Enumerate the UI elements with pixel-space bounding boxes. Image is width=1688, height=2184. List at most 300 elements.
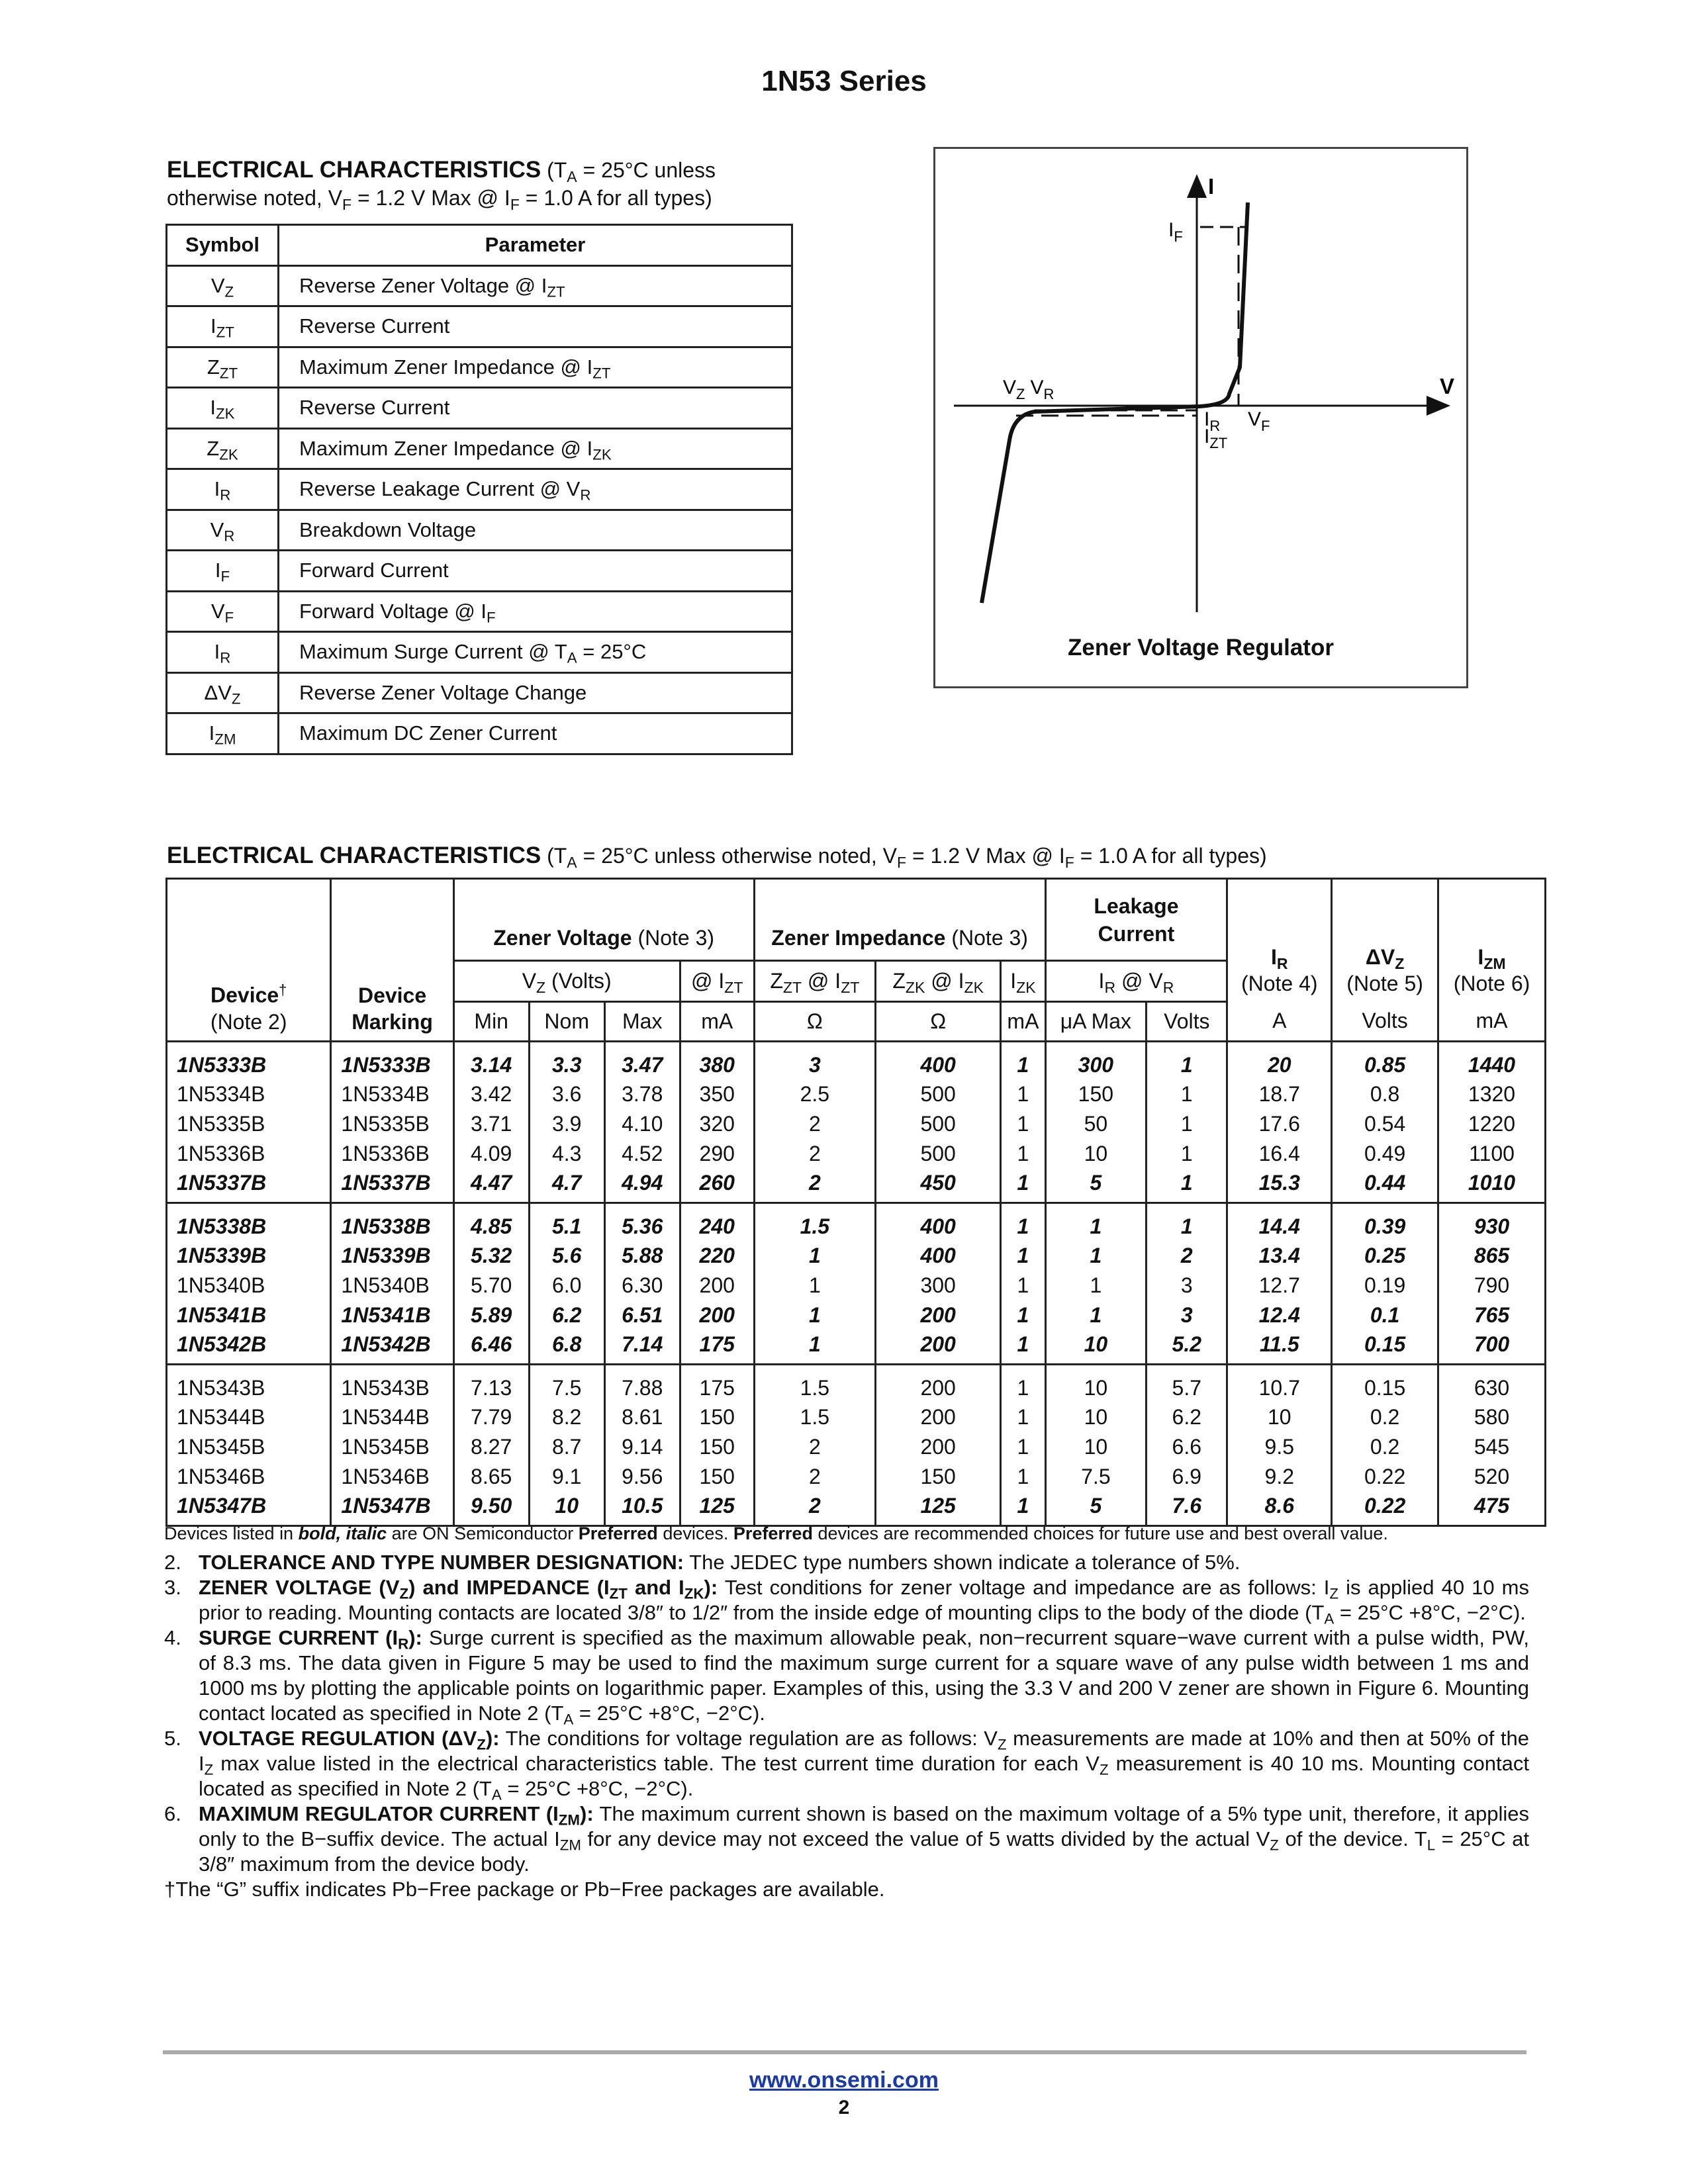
table-cell: 1 (1001, 1300, 1045, 1330)
figure-caption: Zener Voltage Regulator (1068, 635, 1334, 660)
table-cell: 10 (1227, 1403, 1332, 1433)
table-cell: 1 (754, 1330, 875, 1364)
table-cell: 1 (1001, 1168, 1045, 1203)
note-5: 5. VOLTAGE REGULATION $(\Delta V_Z)$: The conditions for voltage regulation are as follows: $V_Z$ measurements are made at 10% and then at 50% of the $I_Z$ max value listed in the electrical characteristics table. The test current time duration for each $V_Z$ measurement is 40 10 ms. Mounting contact located as specified in Note 2 ($T_A = 25^\circ C +8^\circ C$, −2°C). (164, 1727, 1530, 1803)
unit-ma-izm: mA (1438, 1002, 1546, 1042)
unit-volts-dvz: Volts (1332, 1002, 1438, 1042)
table-cell: 2 (754, 1109, 875, 1139)
axis-i-label: I (1208, 174, 1215, 199)
device-group (167, 1042, 1546, 1203)
table-cell: 1.5 (754, 1364, 875, 1402)
table-cell: 200 (875, 1432, 1000, 1462)
table-cell: 4.47 (453, 1168, 529, 1203)
table-cell: 8.27 (453, 1432, 529, 1462)
table-cell: 400 (875, 1242, 1000, 1271)
table-cell: 4.94 (604, 1168, 680, 1203)
table-cell: 10 (1045, 1139, 1147, 1169)
table-cell: 5.70 (453, 1271, 529, 1300)
table-cell: 3.42 (453, 1080, 529, 1110)
symbol-row (167, 347, 792, 388)
table-cell: 0.25 (1332, 1242, 1438, 1271)
unit-nom: Nom (529, 1002, 604, 1042)
table-cell: 0.22 (1332, 1491, 1438, 1525)
table-cell: 6.9 (1147, 1462, 1227, 1492)
symbol-table (165, 224, 793, 755)
table-cell: 1 (1147, 1139, 1227, 1169)
table-cell: 1 (1147, 1203, 1227, 1241)
table-cell: 18.7 (1227, 1080, 1332, 1110)
table-cell: 2.5 (754, 1080, 875, 1110)
table-cell: 1N5339B (167, 1242, 331, 1271)
symbol-cell: $V_R$ (167, 510, 279, 551)
table-cell: 4.85 (453, 1203, 529, 1241)
symbol-row (167, 428, 792, 469)
table-cell: 1440 (1438, 1042, 1546, 1080)
table-cell: 240 (680, 1203, 754, 1241)
table-cell: 3.47 (604, 1042, 680, 1080)
table-cell: 475 (1438, 1491, 1546, 1525)
table-cell: 8.65 (453, 1462, 529, 1492)
hdr-dvz: $\Delta V_Z$ (Note 5) (1332, 879, 1438, 1002)
table-cell: 1N5346B (167, 1462, 331, 1492)
table-row (167, 1462, 1546, 1492)
table-cell: 9.50 (453, 1491, 529, 1525)
table-cell: 10 (1045, 1364, 1147, 1402)
device-group (167, 1364, 1546, 1525)
symbol-cell: $Z_{ZK}$ (167, 428, 279, 469)
unit-a: A (1227, 1002, 1332, 1042)
table-cell: 2 (754, 1168, 875, 1203)
table-cell: 1N5340B (167, 1271, 331, 1300)
table-cell: 14.4 (1227, 1203, 1332, 1241)
symbol-row (167, 469, 792, 510)
table-cell: 7.5 (529, 1364, 604, 1402)
table-cell: 300 (1045, 1042, 1147, 1080)
unit-ohm: Ω (754, 1002, 875, 1042)
table-cell: 7.5 (1045, 1462, 1147, 1492)
table-cell: 1 (1045, 1242, 1147, 1271)
table-cell: 11.5 (1227, 1330, 1332, 1364)
table-cell: 1N5337B (331, 1168, 453, 1203)
table-cell: 150 (680, 1432, 754, 1462)
parameter-cell: Forward Voltage @ $I_F$ (279, 591, 792, 632)
table-cell: 1010 (1438, 1168, 1546, 1203)
table-cell: 0.54 (1332, 1109, 1438, 1139)
table-cell: 3 (754, 1042, 875, 1080)
symbol-row (167, 591, 792, 632)
table-cell: 0.15 (1332, 1364, 1438, 1402)
zener-characteristic-figure (933, 147, 1468, 688)
table-cell: 6.2 (1147, 1403, 1227, 1433)
table-cell: 1N5347B (331, 1491, 453, 1525)
hdr-vz-volts: $V_Z$ (Volts) (453, 961, 680, 1002)
parameter-cell: Reverse Current (279, 388, 792, 429)
table-cell: 1 (1001, 1403, 1045, 1433)
parameter-cell: Reverse Leakage Current @ $V_R$ (279, 469, 792, 510)
table-cell: 5.36 (604, 1203, 680, 1241)
table-cell: 1 (1147, 1109, 1227, 1139)
table-cell: 300 (875, 1271, 1000, 1300)
page-title: 1N53 Series (761, 65, 927, 97)
table-cell: 0.22 (1332, 1462, 1438, 1492)
table-cell: 500 (875, 1109, 1000, 1139)
symbol-cell: $I_R$ (167, 632, 279, 673)
table-cell: 6.51 (604, 1300, 680, 1330)
table-cell: 8.6 (1227, 1491, 1332, 1525)
table-cell: 1.5 (754, 1203, 875, 1241)
table-cell: 1 (1001, 1271, 1045, 1300)
footer-divider (163, 2050, 1526, 2054)
table-cell: 0.49 (1332, 1139, 1438, 1169)
table-cell: 1N5333B (167, 1042, 331, 1080)
table-cell: 0.39 (1332, 1203, 1438, 1241)
table-cell: 1N5343B (167, 1364, 331, 1402)
table-cell: 520 (1438, 1462, 1546, 1492)
table-cell: 10 (1045, 1330, 1147, 1364)
table-row (167, 1330, 1546, 1364)
table-cell: 7.79 (453, 1403, 529, 1433)
unit-max: Max (604, 1002, 680, 1042)
table-cell: 6.8 (529, 1330, 604, 1364)
table-cell: 400 (875, 1042, 1000, 1080)
table-cell: 1 (1045, 1271, 1147, 1300)
table-cell: 1 (1001, 1080, 1045, 1110)
table-cell: 1N5334B (331, 1080, 453, 1110)
table-cell: 9.1 (529, 1462, 604, 1492)
table-cell: 12.7 (1227, 1271, 1332, 1300)
table-cell: 500 (875, 1080, 1000, 1110)
table-row (167, 1139, 1546, 1169)
table-cell: 380 (680, 1042, 754, 1080)
table-cell: 8.2 (529, 1403, 604, 1433)
table-cell: 200 (875, 1364, 1000, 1402)
table-cell: 50 (1045, 1109, 1147, 1139)
table-cell: 1N5343B (331, 1364, 453, 1402)
table-cell: 7.88 (604, 1364, 680, 1402)
table-cell: 175 (680, 1364, 754, 1402)
page-number: 2 (838, 2097, 850, 2118)
parameter-cell: Maximum Zener Impedance @ $I_{ZK}$ (279, 428, 792, 469)
vz-vr-label: $V_Z$ $V_R$ (1003, 377, 1055, 402)
table-cell: 1 (1001, 1432, 1045, 1462)
hdr-marking: Device Marking (331, 879, 453, 1042)
table-cell: 5.6 (529, 1242, 604, 1271)
hdr-izk: $I_{ZK}$ (1001, 961, 1045, 1002)
table-cell: 3 (1147, 1300, 1227, 1330)
symbol-cell: $I_F$ (167, 551, 279, 592)
symbol-cell: $I_{ZM}$ (167, 713, 279, 754)
table-cell: 13.4 (1227, 1242, 1332, 1271)
table-cell: 4.52 (604, 1139, 680, 1169)
izt-label: $I_{ZT}$ (1204, 426, 1228, 451)
ir-label: $I_R$ (1204, 408, 1221, 434)
table-cell: 1 (1147, 1168, 1227, 1203)
table-cell: 700 (1438, 1330, 1546, 1364)
table-cell: 20 (1227, 1042, 1332, 1080)
note-2: 2. TOLERANCE AND TYPE NUMBER DESIGNATION: The JEDEC type numbers shown indicate a tolerance of 5%. (164, 1551, 1241, 1574)
characteristic-curve (982, 203, 1248, 603)
table-cell: 1 (1001, 1203, 1045, 1241)
table-cell: 1 (754, 1271, 875, 1300)
table-cell: 3 (1147, 1271, 1227, 1300)
table-cell: 1N5345B (167, 1432, 331, 1462)
parameter-cell: Reverse Current (279, 306, 792, 347)
hdr-zzk: $Z_{ZK}$ @ $I_{ZK}$ (875, 961, 1000, 1002)
table-cell: 200 (680, 1271, 754, 1300)
table-cell: 9.5 (1227, 1432, 1332, 1462)
unit-ua-max: μA Max (1045, 1002, 1147, 1042)
table-cell: 1N5335B (167, 1109, 331, 1139)
table-cell: 1N5338B (331, 1203, 453, 1241)
unit-ma-izk: mA (1001, 1002, 1045, 1042)
parameter-cell: Maximum Zener Impedance @ $I_{ZT}$ (279, 347, 792, 388)
table-cell: 1N5333B (331, 1042, 453, 1080)
table-cell: 5.32 (453, 1242, 529, 1271)
table-cell: 545 (1438, 1432, 1546, 1462)
table-cell: 9.14 (604, 1432, 680, 1462)
symbol-cell: $I_{ZT}$ (167, 306, 279, 347)
symbol-row (167, 306, 792, 347)
zener-curve-diagram (935, 149, 1466, 686)
table-cell: 220 (680, 1242, 754, 1271)
table-cell: 1N5337B (167, 1168, 331, 1203)
parameter-cell: Forward Current (279, 551, 792, 592)
table-cell: 2 (754, 1139, 875, 1169)
table-cell: 5 (1045, 1491, 1147, 1525)
preferred-devices-note: Devices listed in bold, italic are ON Semiconductor Preferred devices. Preferred devices are recommended choices for future use and best overall value. (164, 1524, 1388, 1543)
unit-ohm-zk: Ω (875, 1002, 1000, 1042)
symbol-cell: $I_{ZK}$ (167, 388, 279, 429)
col-symbol: Symbol (167, 225, 279, 266)
table-cell: 9.56 (604, 1462, 680, 1492)
table-cell: 1N5341B (331, 1300, 453, 1330)
table-cell: 3.3 (529, 1042, 604, 1080)
table-cell: 10.7 (1227, 1364, 1332, 1402)
table-cell: 1N5336B (331, 1139, 453, 1169)
table-cell: 1N5345B (331, 1432, 453, 1462)
table-cell: 1N5344B (167, 1403, 331, 1433)
table-cell: 125 (875, 1491, 1000, 1525)
parameter-cell: Maximum Surge Current @ $T_A = 25^\circ C$ (279, 632, 792, 673)
table-row (167, 1080, 1546, 1110)
unit-min: Min (453, 1002, 529, 1042)
table-row (167, 1109, 1546, 1139)
table-cell: 150 (1045, 1080, 1147, 1110)
table-cell: 630 (1438, 1364, 1546, 1402)
symbol-cell: $\Delta V_Z$ (167, 672, 279, 713)
table-cell: 2 (754, 1462, 875, 1492)
parameter-cell: Maximum DC Zener Current (279, 713, 792, 754)
table-cell: 6.46 (453, 1330, 529, 1364)
table-cell: 1N5342B (167, 1330, 331, 1364)
table-cell: 450 (875, 1168, 1000, 1203)
parameter-cell: Breakdown Voltage (279, 510, 792, 551)
table-cell: 0.15 (1332, 1330, 1438, 1364)
table-cell: 12.4 (1227, 1300, 1332, 1330)
hdr-ir: $I_R$ (Note 4) (1227, 879, 1332, 1002)
table-cell: 1 (754, 1300, 875, 1330)
table-cell: 3.6 (529, 1080, 604, 1110)
table-cell: 1 (1001, 1042, 1045, 1080)
footer-website-link[interactable]: www.onsemi.com (749, 2068, 939, 2093)
table-cell: 1100 (1438, 1139, 1546, 1169)
symbol-cell: $V_Z$ (167, 265, 279, 306)
table-cell: 5.7 (1147, 1364, 1227, 1402)
table-cell: 4.7 (529, 1168, 604, 1203)
table-cell: 5.2 (1147, 1330, 1227, 1364)
symbol-row (167, 265, 792, 306)
table-cell: 7.14 (604, 1330, 680, 1364)
table-cell: 0.44 (1332, 1168, 1438, 1203)
table-cell: 1 (1147, 1042, 1227, 1080)
hdr-at-izt: @ $I_{ZT}$ (680, 961, 754, 1002)
table-cell: 1 (1045, 1203, 1147, 1241)
table-cell: 9.2 (1227, 1462, 1332, 1492)
table-cell: 290 (680, 1139, 754, 1169)
device-group (167, 1203, 1546, 1364)
table-cell: 5.89 (453, 1300, 529, 1330)
table-cell: 0.85 (1332, 1042, 1438, 1080)
table-cell: 4.3 (529, 1139, 604, 1169)
table-cell: 3.14 (453, 1042, 529, 1080)
table-cell: 1N5334B (167, 1080, 331, 1110)
symbol-row (167, 672, 792, 713)
table-cell: 125 (680, 1491, 754, 1525)
symbol-cell: $Z_{ZT}$ (167, 347, 279, 388)
unit-ma: mA (680, 1002, 754, 1042)
table-cell: 175 (680, 1330, 754, 1364)
table-cell: 1320 (1438, 1080, 1546, 1110)
table-cell: 765 (1438, 1300, 1546, 1330)
table-cell: 1 (1001, 1364, 1045, 1402)
hdr-leakage-current: Leakage Current (1045, 879, 1227, 961)
table-cell: 1 (1147, 1080, 1227, 1110)
table-cell: 17.6 (1227, 1109, 1332, 1139)
parameter-cell: Reverse Zener Voltage Change (279, 672, 792, 713)
table-cell: 1.5 (754, 1403, 875, 1433)
table-cell: 150 (680, 1403, 754, 1433)
table-cell: 1 (1001, 1139, 1045, 1169)
table-cell: 0.8 (1332, 1080, 1438, 1110)
table-row (167, 1271, 1546, 1300)
table-cell: 6.6 (1147, 1432, 1227, 1462)
table-cell: 5.1 (529, 1203, 604, 1241)
table-cell: 150 (680, 1462, 754, 1492)
col-parameter: Parameter (279, 225, 792, 266)
table-cell: 3.78 (604, 1080, 680, 1110)
table-row (167, 1242, 1546, 1271)
note-6: 6. MAXIMUM REGULATOR CURRENT $(I_{ZM})$: The maximum current shown is based on the maximum voltage of a 5% type unit, therefore, it applies only to the B−suffix device. The actual $I_{ZM}$ for any device may not exceed the value of 5 watts divided by the actual $V_Z$ of the device. $T_L = 25^\circ C$ at 3/8″ maximum from the device body. (164, 1802, 1530, 1876)
table-cell: 1N5342B (331, 1330, 453, 1364)
table-row (167, 1403, 1546, 1433)
table-cell: 16.4 (1227, 1139, 1332, 1169)
main-section-title: ELECTRICAL CHARACTERISTICS ($T_A = 25^\circ C$ unless otherwise noted, $V_F = 1.2$ V Max @ $I_F = 1.0$ A for all types) (167, 842, 1267, 871)
table-cell: 4.10 (604, 1109, 680, 1139)
hdr-zzt: $Z_{ZT}$ @ $I_{ZT}$ (754, 961, 875, 1002)
hdr-ir-vr: $I_R$ @ $V_R$ (1045, 961, 1227, 1002)
table-row (167, 1168, 1546, 1203)
symbol-section-title: ELECTRICAL CHARACTERISTICS ($T_A = 25^\circ C$ unless otherwise noted, $V_F = 1.2$ V Max @ $I_F = 1.0$ A for all types) (167, 157, 716, 213)
table-cell: 0.19 (1332, 1271, 1438, 1300)
hdr-device: Device† (Note 2) (167, 879, 331, 1042)
table-cell: 1 (754, 1242, 875, 1271)
table-cell: 6.30 (604, 1271, 680, 1300)
table-cell: 10.5 (604, 1491, 680, 1525)
table-cell: 0.2 (1332, 1432, 1438, 1462)
table-cell: 7.6 (1147, 1491, 1227, 1525)
table-row (167, 1364, 1546, 1402)
table-row (167, 1042, 1546, 1080)
note-4: 4. SURGE CURRENT $(I_R)$: Surge current is specified as the maximum allowable peak, non−recurrent square−wave current with a pulse width, PW, of 8.3 ms. The data given in Figure 5 may be used to find the maximum surge current for a square wave of any pulse width between 1 ms and 1000 ms by plotting the applicable points on logarithmic paper. Examples of this, using the 3.3 V and 200 V zener are shown in Figure 6. Mounting contact located as specified in Note 2 ($T_A = 25^\circ C +8^\circ C$, −2°C). (164, 1626, 1530, 1728)
table-row (167, 1300, 1546, 1330)
table-cell: 8.7 (529, 1432, 604, 1462)
table-cell: 350 (680, 1080, 754, 1110)
table-cell: 0.1 (1332, 1300, 1438, 1330)
table-cell: 1 (1001, 1462, 1045, 1492)
table-cell: 400 (875, 1203, 1000, 1241)
table-cell: 320 (680, 1109, 754, 1139)
symbol-row (167, 551, 792, 592)
table-cell: 1 (1001, 1330, 1045, 1364)
table-cell: 5 (1045, 1168, 1147, 1203)
symbol-row (167, 632, 792, 673)
table-cell: 6.0 (529, 1271, 604, 1300)
table-cell: 200 (680, 1300, 754, 1330)
vf-label: $V_F$ (1248, 408, 1270, 434)
table-cell: 580 (1438, 1403, 1546, 1433)
table-cell: 10 (1045, 1432, 1147, 1462)
parameter-cell: Reverse Zener Voltage @ $I_{ZT}$ (279, 265, 792, 306)
table-cell: 4.09 (453, 1139, 529, 1169)
table-cell: 1 (1001, 1242, 1045, 1271)
table-cell: 200 (875, 1300, 1000, 1330)
table-cell: 790 (1438, 1271, 1546, 1300)
table-cell: 1N5335B (331, 1109, 453, 1139)
table-cell: 865 (1438, 1242, 1546, 1271)
table-cell: 2 (1147, 1242, 1227, 1271)
table-cell: 15.3 (1227, 1168, 1332, 1203)
symbol-row (167, 510, 792, 551)
table-cell: 1 (1001, 1491, 1045, 1525)
electrical-characteristics-table (165, 878, 1546, 1527)
table-cell: 8.61 (604, 1403, 680, 1433)
table-cell: 1 (1045, 1300, 1147, 1330)
table-cell: 5.88 (604, 1242, 680, 1271)
table-cell: 6.2 (529, 1300, 604, 1330)
hdr-zener-impedance: Zener Impedance (Note 3) (754, 879, 1045, 961)
unit-volts: Volts (1147, 1002, 1227, 1042)
table-cell: 500 (875, 1139, 1000, 1169)
table-cell: 1N5344B (331, 1403, 453, 1433)
table-cell: 930 (1438, 1203, 1546, 1241)
table-cell: 2 (754, 1432, 875, 1462)
table-cell: 1220 (1438, 1109, 1546, 1139)
symbol-row (167, 713, 792, 754)
table-row (167, 1432, 1546, 1462)
table-cell: 1N5346B (331, 1462, 453, 1492)
table-cell: 200 (875, 1330, 1000, 1364)
notes-section (164, 1521, 1529, 1902)
table-cell: 1N5338B (167, 1203, 331, 1241)
table-cell: 150 (875, 1462, 1000, 1492)
table-cell: 0.2 (1332, 1403, 1438, 1433)
dagger-note: †The “G” suffix indicates Pb−Free package or Pb−Free packages are available. (164, 1878, 885, 1901)
if-label: $I_F$ (1168, 219, 1183, 245)
table-cell: 1N5336B (167, 1139, 331, 1169)
symbol-cell: $I_R$ (167, 469, 279, 510)
table-cell: 1N5347B (167, 1491, 331, 1525)
axis-v-label: V (1440, 374, 1455, 398)
